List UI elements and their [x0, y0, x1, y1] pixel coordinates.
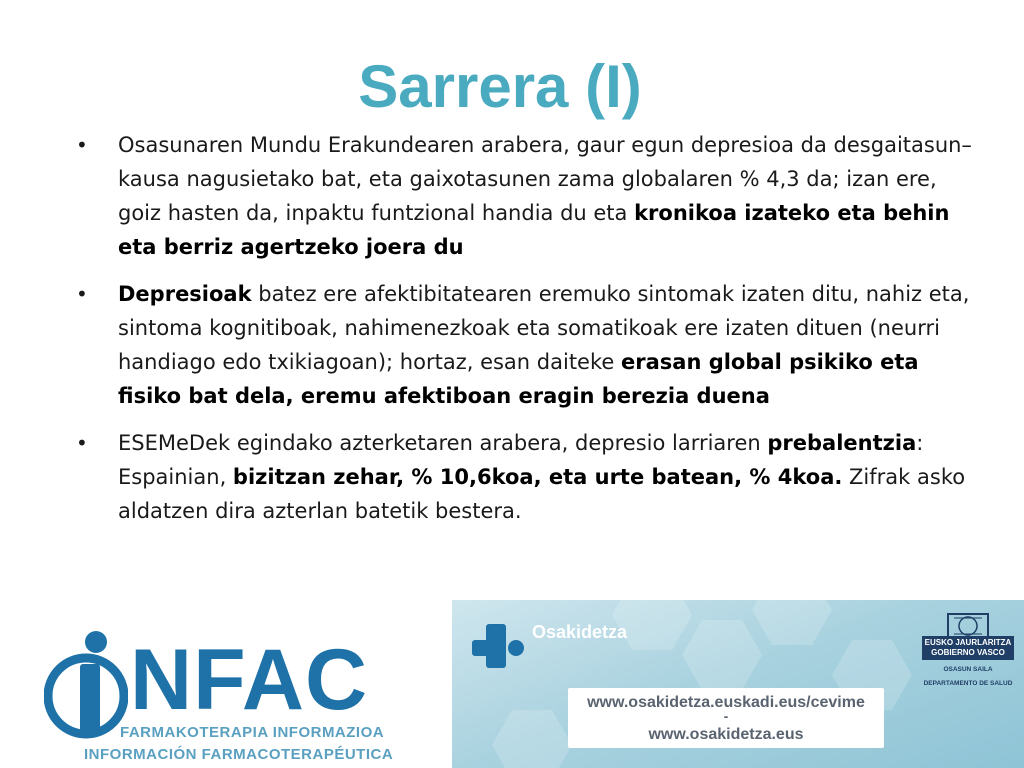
bullet-text	[118, 431, 965, 523]
infac-subtitle-eu: FARMAKOTERAPIA INFORMAZIOA	[120, 724, 385, 741]
osakidetza-banner	[452, 600, 1024, 768]
bullet-text-segment-bold: kronikoa izateko eta behin eta berriz agertzeko joera du	[118, 201, 950, 259]
bullet-item	[76, 426, 986, 528]
url-box	[568, 688, 884, 748]
url-separator: -	[723, 708, 729, 724]
bullet-text	[118, 282, 969, 408]
osakidetza-cross-icon	[470, 622, 526, 678]
gov-label-line1: EUSKO JAURLARITZA	[924, 638, 1012, 647]
bullet-text-segment: ESEMeDek egindako azterketaren arabera, depresio larriaren	[118, 431, 768, 455]
bullet-text-segment-bold: bizitzan zehar, % 10,6koa, eta urte batean, % 4koa.	[232, 465, 843, 489]
basque-government-label	[922, 636, 1014, 660]
bullet-marker: •	[76, 282, 88, 306]
cevime-link[interactable]: www.osakidetza.euskadi.eus/cevime	[587, 694, 865, 711]
bullet-text-segment-bold: erasan global psikiko eta fisiko bat dela, eremu afektiboan eragin berezia duena	[118, 350, 919, 408]
bullet-text-segment: Zifrak asko aldatzen dira azterlan batetik bestera.	[118, 465, 966, 523]
bullet-item	[76, 277, 986, 413]
bullet-list	[76, 128, 986, 541]
footer	[0, 600, 1024, 768]
bullet-marker: •	[76, 133, 88, 157]
bullet-item	[76, 128, 986, 264]
infac-subtitle-es: INFORMACIÓN FARMACOTERAPÉUTICA	[84, 746, 394, 763]
dept-line1: OSASUN SAILA	[943, 666, 993, 673]
bullet-text-segment: batez ere afektibitatearen eremuko sintomak izaten ditu, nahiz eta, sintoma kognitiboak, nahimenezkoak eta somatikoak ere izaten dituen (neurri handiago edo txikiagoan); hortaz, esan daiteke	[118, 282, 970, 374]
bullet-text-segment: Osasunaren Mundu Erakundearen arabera, gaur egun depresioa da desgaitasun–kausa nagusietako bat, eta gaixotasunen zama globalaren % 4,3 da; izan ere, goiz hasten da, inpaktu funtzional handia du eta	[118, 133, 972, 225]
dept-line2: DEPARTAMENTO DE SALUD	[923, 680, 1013, 687]
bullet-text-segment-bold: prebalentzia	[767, 431, 917, 455]
gov-label-line2: GOBIERNO VASCO	[931, 648, 1005, 657]
hexagon-decoration	[752, 600, 832, 645]
infac-i-icon	[44, 630, 128, 752]
infac-wordmark: NFAC	[130, 632, 369, 728]
hexagon-decoration	[492, 710, 572, 768]
osakidetza-link[interactable]: www.osakidetza.eus	[648, 726, 804, 743]
bullet-marker: •	[76, 431, 88, 455]
infac-logo	[38, 612, 398, 762]
bullet-text-segment-bold: Depresioak	[118, 282, 252, 306]
bullet-text-segment: : Espainian,	[118, 431, 924, 489]
hexagon-decoration	[682, 620, 762, 690]
bullet-text	[118, 133, 972, 259]
slide-title: Sarrera (I)	[358, 53, 642, 120]
osakidetza-name: Osakidetza	[532, 622, 628, 642]
